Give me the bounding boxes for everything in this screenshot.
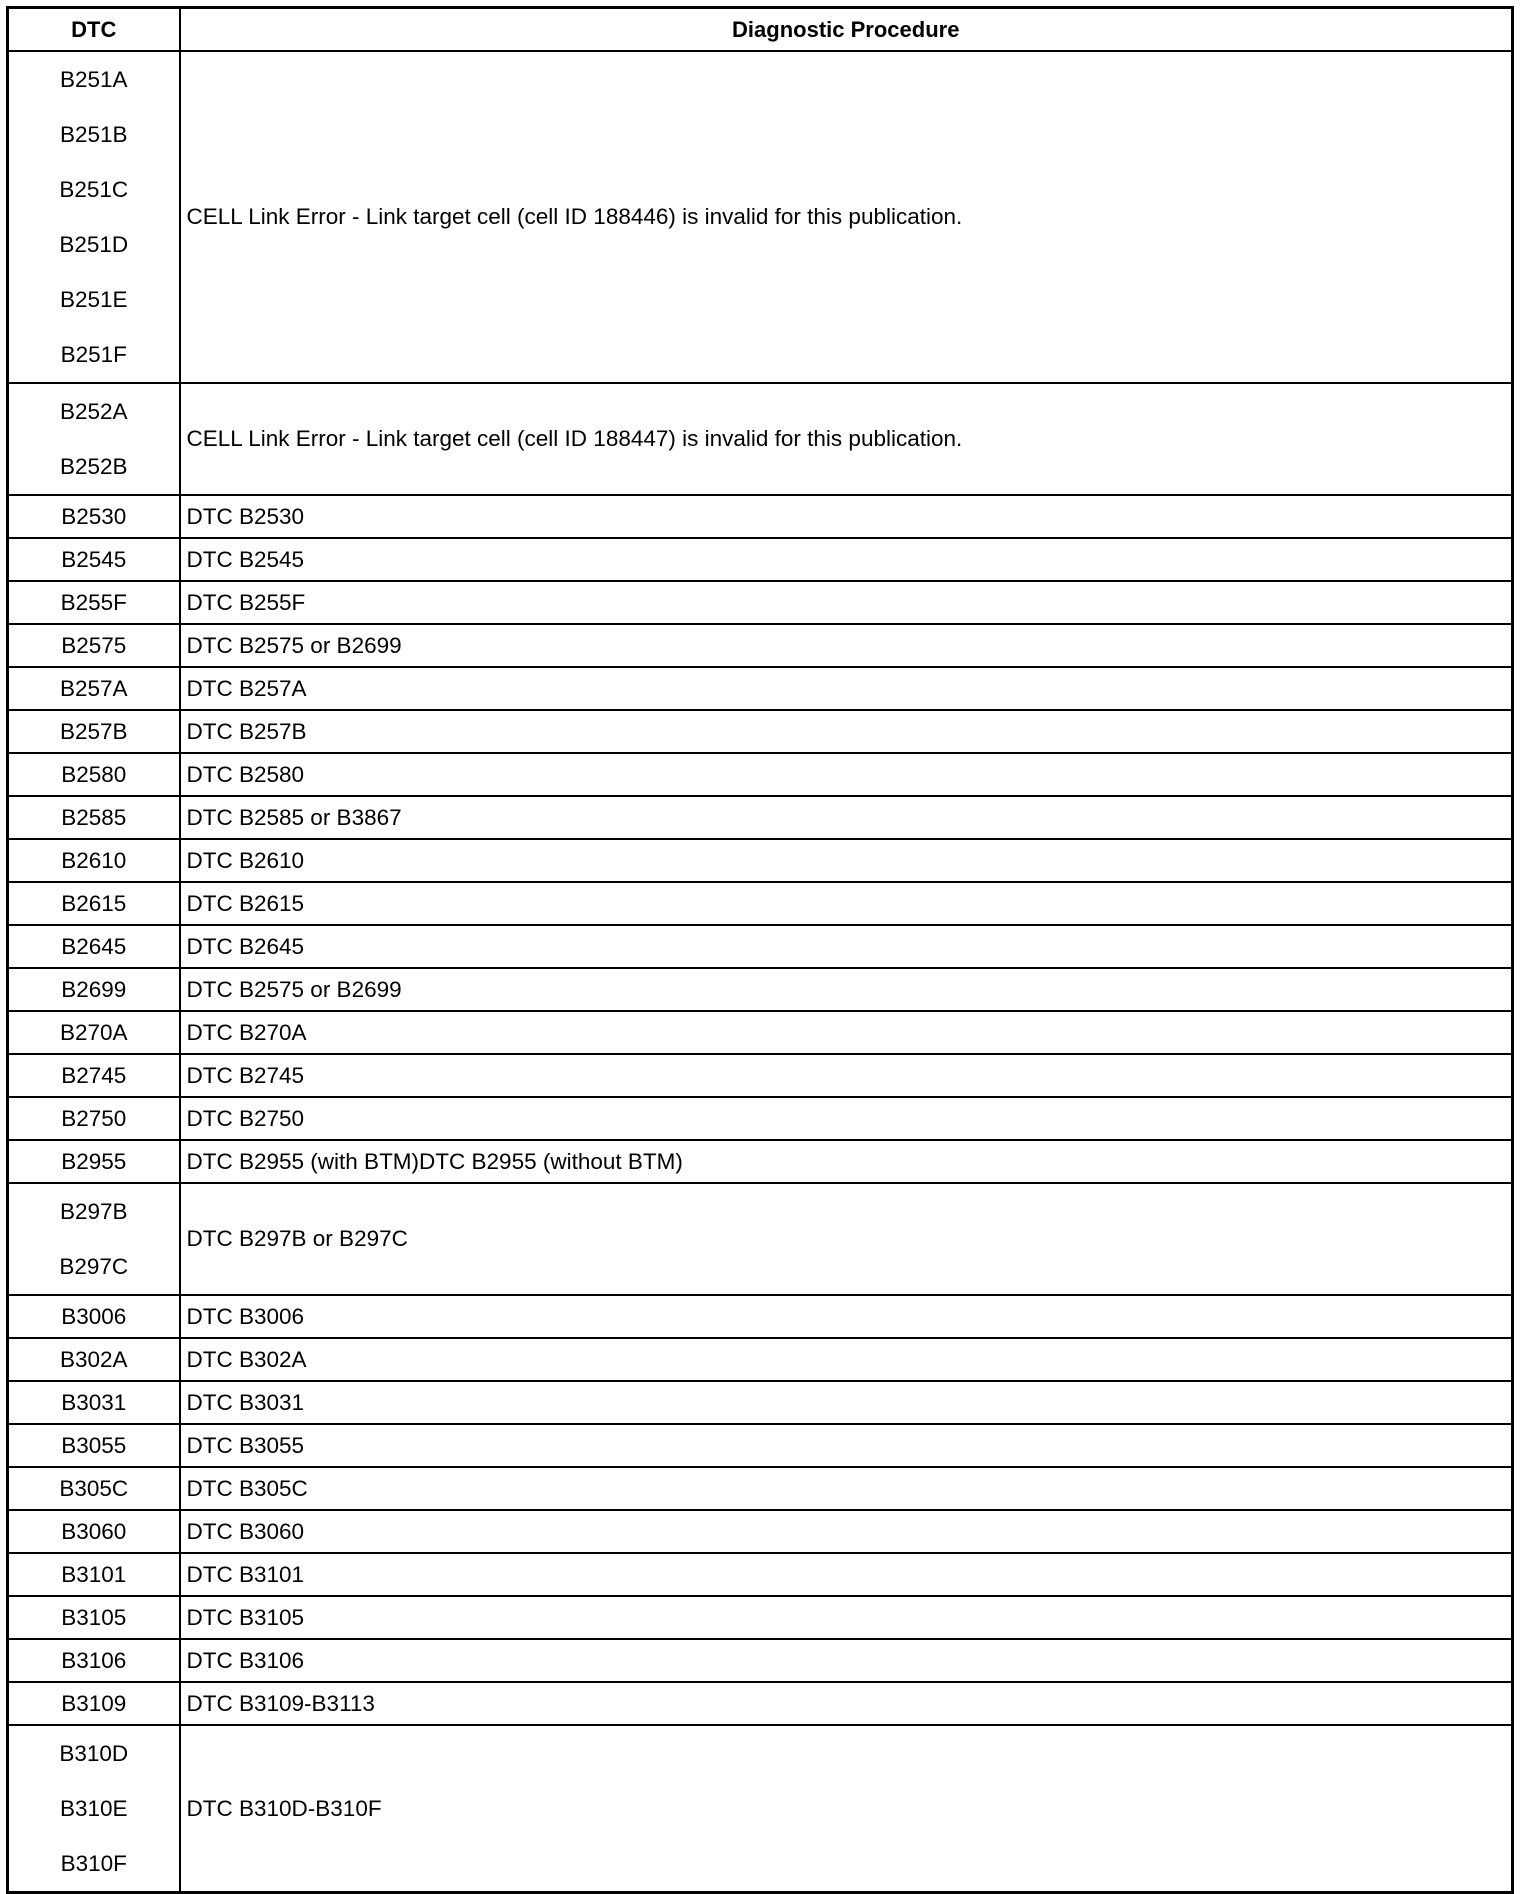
dtc-code: B297B — [59, 1199, 128, 1224]
table-row — [8, 1054, 1513, 1097]
dtc-code: B2615 — [61, 891, 127, 916]
dtc-code: B310E — [59, 1796, 128, 1821]
procedure-cell: DTC B2575 or B2699 — [180, 968, 1513, 1011]
dtc-code: B3006 — [61, 1304, 127, 1329]
dtc-cell — [8, 1424, 180, 1467]
dtc-cell — [8, 1510, 180, 1553]
table-row — [8, 1097, 1513, 1140]
dtc-cell — [8, 1097, 180, 1140]
table-row — [8, 796, 1513, 839]
table-row — [8, 1639, 1513, 1682]
dtc-code: B3106 — [61, 1648, 127, 1673]
dtc-cell — [8, 1183, 180, 1295]
dtc-cell — [8, 383, 180, 495]
table-row — [8, 624, 1513, 667]
dtc-code: B251D — [59, 232, 129, 257]
table-row — [8, 1295, 1513, 1338]
dtc-code: B2530 — [61, 504, 127, 529]
table-row — [8, 1596, 1513, 1639]
procedure-cell: DTC B2955 (with BTM)DTC B2955 (without BTM) — [180, 1140, 1513, 1183]
procedure-cell: DTC B297B or B297C — [180, 1183, 1513, 1295]
table-row — [8, 51, 1513, 383]
dtc-cell — [8, 839, 180, 882]
dtc-code: B310D — [59, 1741, 129, 1766]
procedure-cell: DTC B305C — [180, 1467, 1513, 1510]
dtc-cell — [8, 1553, 180, 1596]
dtc-code: B251F — [60, 342, 127, 367]
procedure-cell: DTC B2610 — [180, 839, 1513, 882]
dtc-cell — [8, 1295, 180, 1338]
dtc-code: B251C — [59, 177, 129, 202]
table-row — [8, 1553, 1513, 1596]
procedure-column-header: Diagnostic Procedure — [180, 8, 1513, 52]
dtc-cell — [8, 710, 180, 753]
procedure-cell: DTC B3101 — [180, 1553, 1513, 1596]
dtc-code: B2750 — [61, 1106, 127, 1131]
dtc-code: B2645 — [61, 934, 127, 959]
dtc-cell — [8, 624, 180, 667]
procedure-cell: DTC B3006 — [180, 1295, 1513, 1338]
procedure-cell: DTC B257B — [180, 710, 1513, 753]
dtc-code: B252B — [59, 454, 128, 479]
procedure-cell: DTC B3055 — [180, 1424, 1513, 1467]
dtc-cell — [8, 1639, 180, 1682]
dtc-cell — [8, 51, 180, 383]
dtc-code: B305C — [59, 1476, 129, 1501]
table-row — [8, 581, 1513, 624]
dtc-cell — [8, 538, 180, 581]
table-row — [8, 1725, 1513, 1893]
dtc-cell — [8, 1682, 180, 1725]
dtc-cell — [8, 1140, 180, 1183]
procedure-cell: DTC B2645 — [180, 925, 1513, 968]
dtc-cell — [8, 968, 180, 1011]
procedure-cell: DTC B257A — [180, 667, 1513, 710]
dtc-code: B3105 — [61, 1605, 127, 1630]
dtc-cell — [8, 1596, 180, 1639]
dtc-cell — [8, 796, 180, 839]
header-row — [8, 8, 1513, 52]
dtc-cell — [8, 1381, 180, 1424]
dtc-code: B302A — [59, 1347, 128, 1372]
table-row — [8, 1183, 1513, 1295]
table-row — [8, 839, 1513, 882]
procedure-cell: DTC B3060 — [180, 1510, 1513, 1553]
dtc-code: B2575 — [61, 633, 127, 658]
dtc-code: B3109 — [61, 1691, 127, 1716]
procedure-cell: DTC B3031 — [180, 1381, 1513, 1424]
table-row — [8, 1467, 1513, 1510]
dtc-code: B297C — [59, 1254, 129, 1279]
procedure-cell: DTC B2580 — [180, 753, 1513, 796]
dtc-code: B255F — [60, 590, 127, 615]
dtc-code: B2585 — [61, 805, 127, 830]
table-row — [8, 1011, 1513, 1054]
dtc-column-header: DTC — [8, 8, 180, 52]
table-row — [8, 495, 1513, 538]
procedure-cell: CELL Link Error - Link target cell (cell ID 188446) is invalid for this publication. — [180, 51, 1513, 383]
dtc-code: B251E — [59, 287, 128, 312]
dtc-code: B2955 — [61, 1149, 127, 1174]
dtc-cell — [8, 581, 180, 624]
procedure-cell: DTC B302A — [180, 1338, 1513, 1381]
dtc-code: B2545 — [61, 547, 127, 572]
dtc-cell — [8, 1054, 180, 1097]
dtc-cell — [8, 1011, 180, 1054]
procedure-cell: DTC B2545 — [180, 538, 1513, 581]
dtc-code: B251B — [59, 122, 128, 147]
table-row — [8, 383, 1513, 495]
dtc-code: B3060 — [61, 1519, 127, 1544]
dtc-code: B3031 — [61, 1390, 127, 1415]
table-row — [8, 1682, 1513, 1725]
dtc-cell — [8, 882, 180, 925]
dtc-cell — [8, 1725, 180, 1893]
procedure-cell: CELL Link Error - Link target cell (cell ID 188447) is invalid for this publication. — [180, 383, 1513, 495]
procedure-cell: DTC B2530 — [180, 495, 1513, 538]
table-row — [8, 1381, 1513, 1424]
dtc-table — [6, 6, 1514, 1894]
table-row — [8, 1510, 1513, 1553]
procedure-cell: DTC B2615 — [180, 882, 1513, 925]
procedure-cell: DTC B2585 or B3867 — [180, 796, 1513, 839]
dtc-cell — [8, 495, 180, 538]
table-row — [8, 968, 1513, 1011]
table-row — [8, 1140, 1513, 1183]
dtc-code: B310F — [60, 1851, 127, 1876]
table-row — [8, 1338, 1513, 1381]
procedure-cell: DTC B3106 — [180, 1639, 1513, 1682]
dtc-cell — [8, 667, 180, 710]
dtc-code: B2745 — [61, 1063, 127, 1088]
dtc-code: B2610 — [61, 848, 127, 873]
table-row — [8, 925, 1513, 968]
table-body — [8, 51, 1513, 1893]
dtc-code: B2580 — [61, 762, 127, 787]
procedure-cell: DTC B270A — [180, 1011, 1513, 1054]
dtc-code: B3101 — [61, 1562, 127, 1587]
dtc-cell — [8, 753, 180, 796]
dtc-code: B252A — [59, 399, 128, 424]
table-row — [8, 667, 1513, 710]
table-row — [8, 882, 1513, 925]
procedure-cell: DTC B310D-B310F — [180, 1725, 1513, 1893]
dtc-cell — [8, 1467, 180, 1510]
dtc-code: B251A — [59, 67, 128, 92]
table-row — [8, 710, 1513, 753]
procedure-cell: DTC B3105 — [180, 1596, 1513, 1639]
procedure-cell: DTC B2745 — [180, 1054, 1513, 1097]
dtc-code: B257A — [59, 676, 128, 701]
procedure-cell: DTC B255F — [180, 581, 1513, 624]
procedure-cell: DTC B2750 — [180, 1097, 1513, 1140]
dtc-cell — [8, 925, 180, 968]
table-row — [8, 538, 1513, 581]
table-row — [8, 753, 1513, 796]
dtc-code: B2699 — [61, 977, 127, 1002]
procedure-cell: DTC B2575 or B2699 — [180, 624, 1513, 667]
procedure-cell: DTC B3109-B3113 — [180, 1682, 1513, 1725]
dtc-code: B257B — [59, 719, 128, 744]
dtc-code: B270A — [59, 1020, 128, 1045]
dtc-code: B3055 — [61, 1433, 127, 1458]
table-row — [8, 1424, 1513, 1467]
dtc-cell — [8, 1338, 180, 1381]
